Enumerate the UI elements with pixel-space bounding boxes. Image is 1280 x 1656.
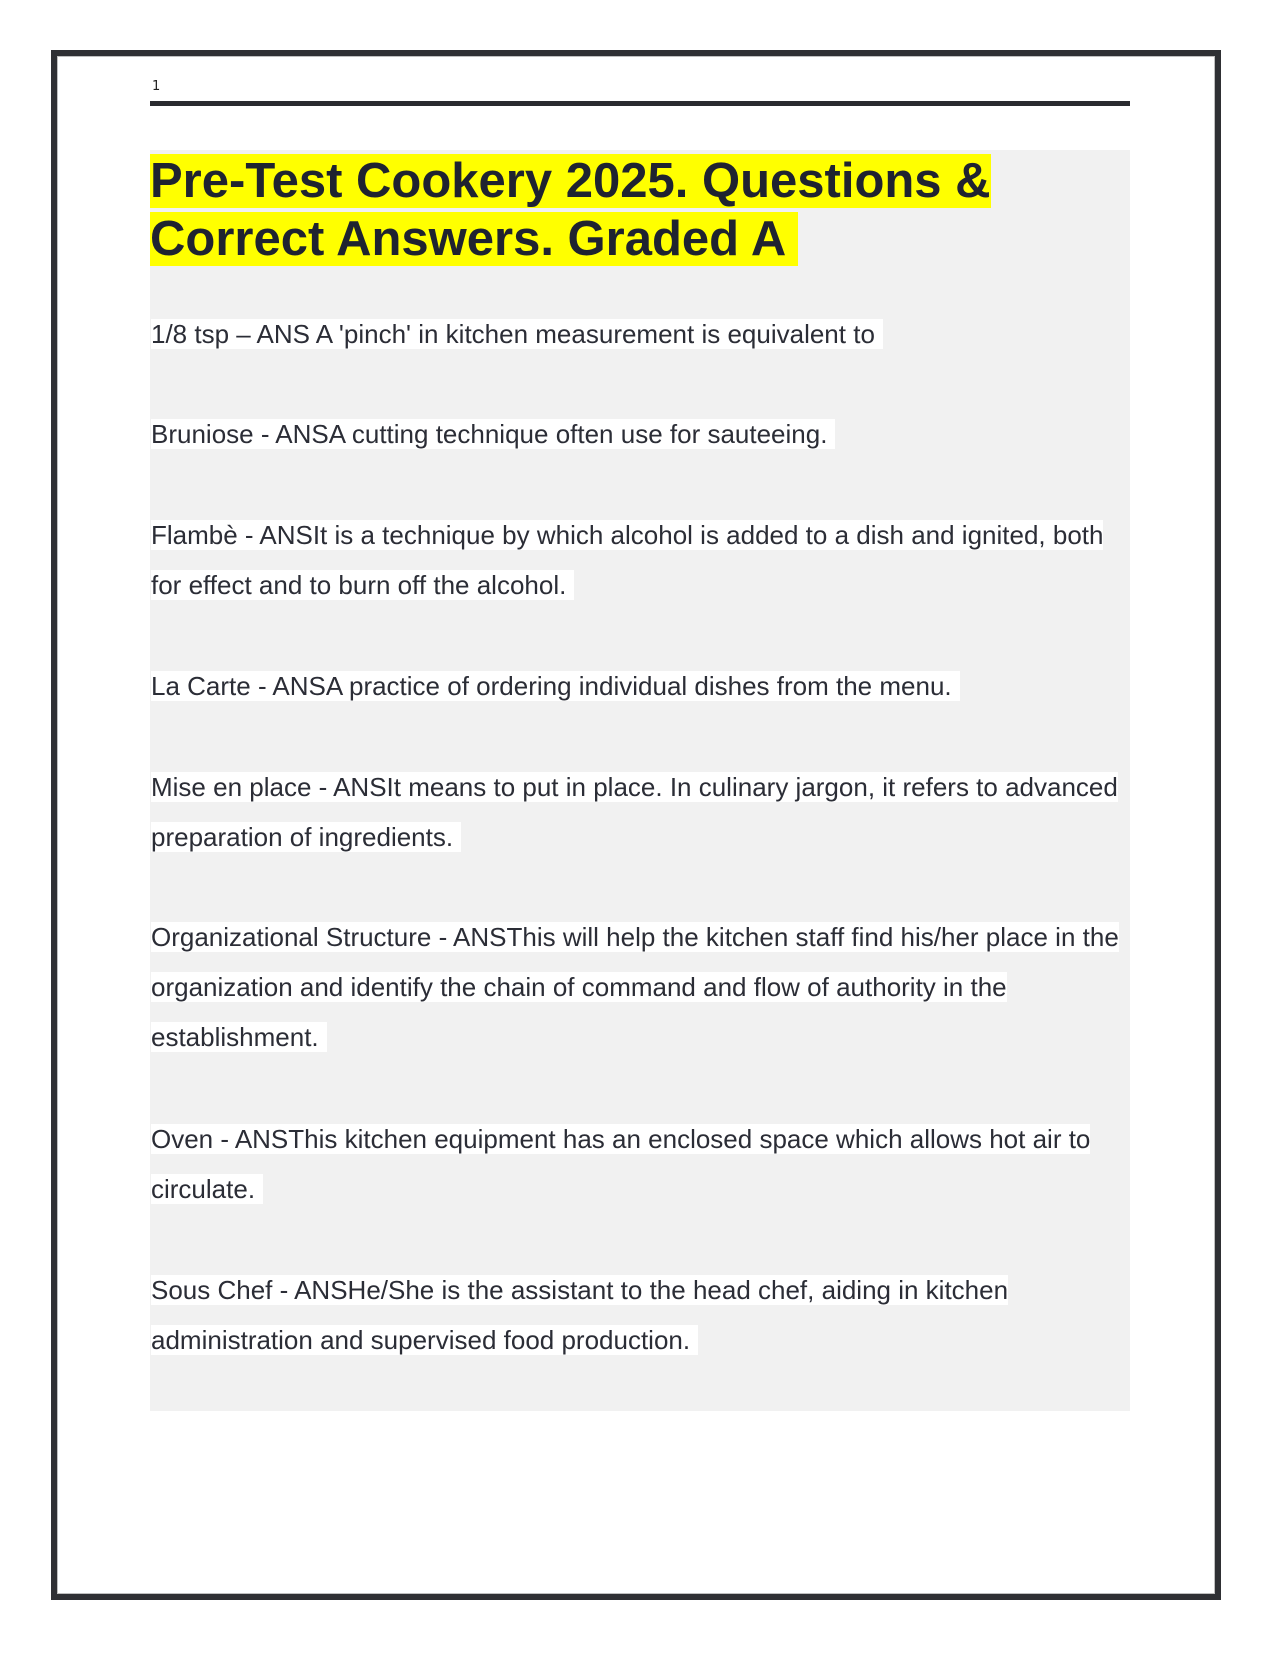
qa-entry-text: 1/8 tsp – ANS A 'pinch' in kitchen measurement is equivalent to [151,319,883,349]
qa-entry-text: Organizational Structure - ANSThis will help the kitchen staff find his/her place in the organization and identify the chain of command and flow of authority in the establishment. [151,922,1119,1052]
qa-entry-6 [151,912,1131,1062]
qa-entry-text: La Carte - ANSA practice of ordering individual dishes from the menu. [151,671,960,701]
qa-entry-text: Oven - ANSThis kitchen equipment has an enclosed space which allows hot air to circulate. [151,1124,1091,1204]
page-number: 1 [152,79,161,94]
qa-entry-text: Bruniose - ANSA cutting technique often use for sauteeing. [151,419,835,449]
qa-entry-2 [151,409,1131,459]
qa-entry-text: Flambè - ANSIt is a technique by which alcohol is added to a dish and ignited, both for effect and to burn off the alcohol. [151,520,1104,600]
qa-entry-text: Mise en place - ANSIt means to put in place. In culinary jargon, it refers to advanced preparation of ingredients. [151,772,1118,852]
title-text: Pre-Test Cookery 2025. Questions & Correct Answers. Graded A [150,154,991,266]
qa-entry-text: Sous Chef - ANSHe/She is the assistant to the head chef, aiding in kitchen administration and supervised food production. [151,1275,1009,1355]
header-rule [150,101,1130,106]
qa-entry-8 [151,1265,1131,1365]
qa-entry-7 [151,1114,1131,1214]
qa-entry-3 [151,510,1131,610]
qa-entry-5 [151,762,1131,862]
qa-entry-4 [151,661,1131,711]
qa-entry-1 [151,309,1131,359]
document-title [150,152,1130,268]
